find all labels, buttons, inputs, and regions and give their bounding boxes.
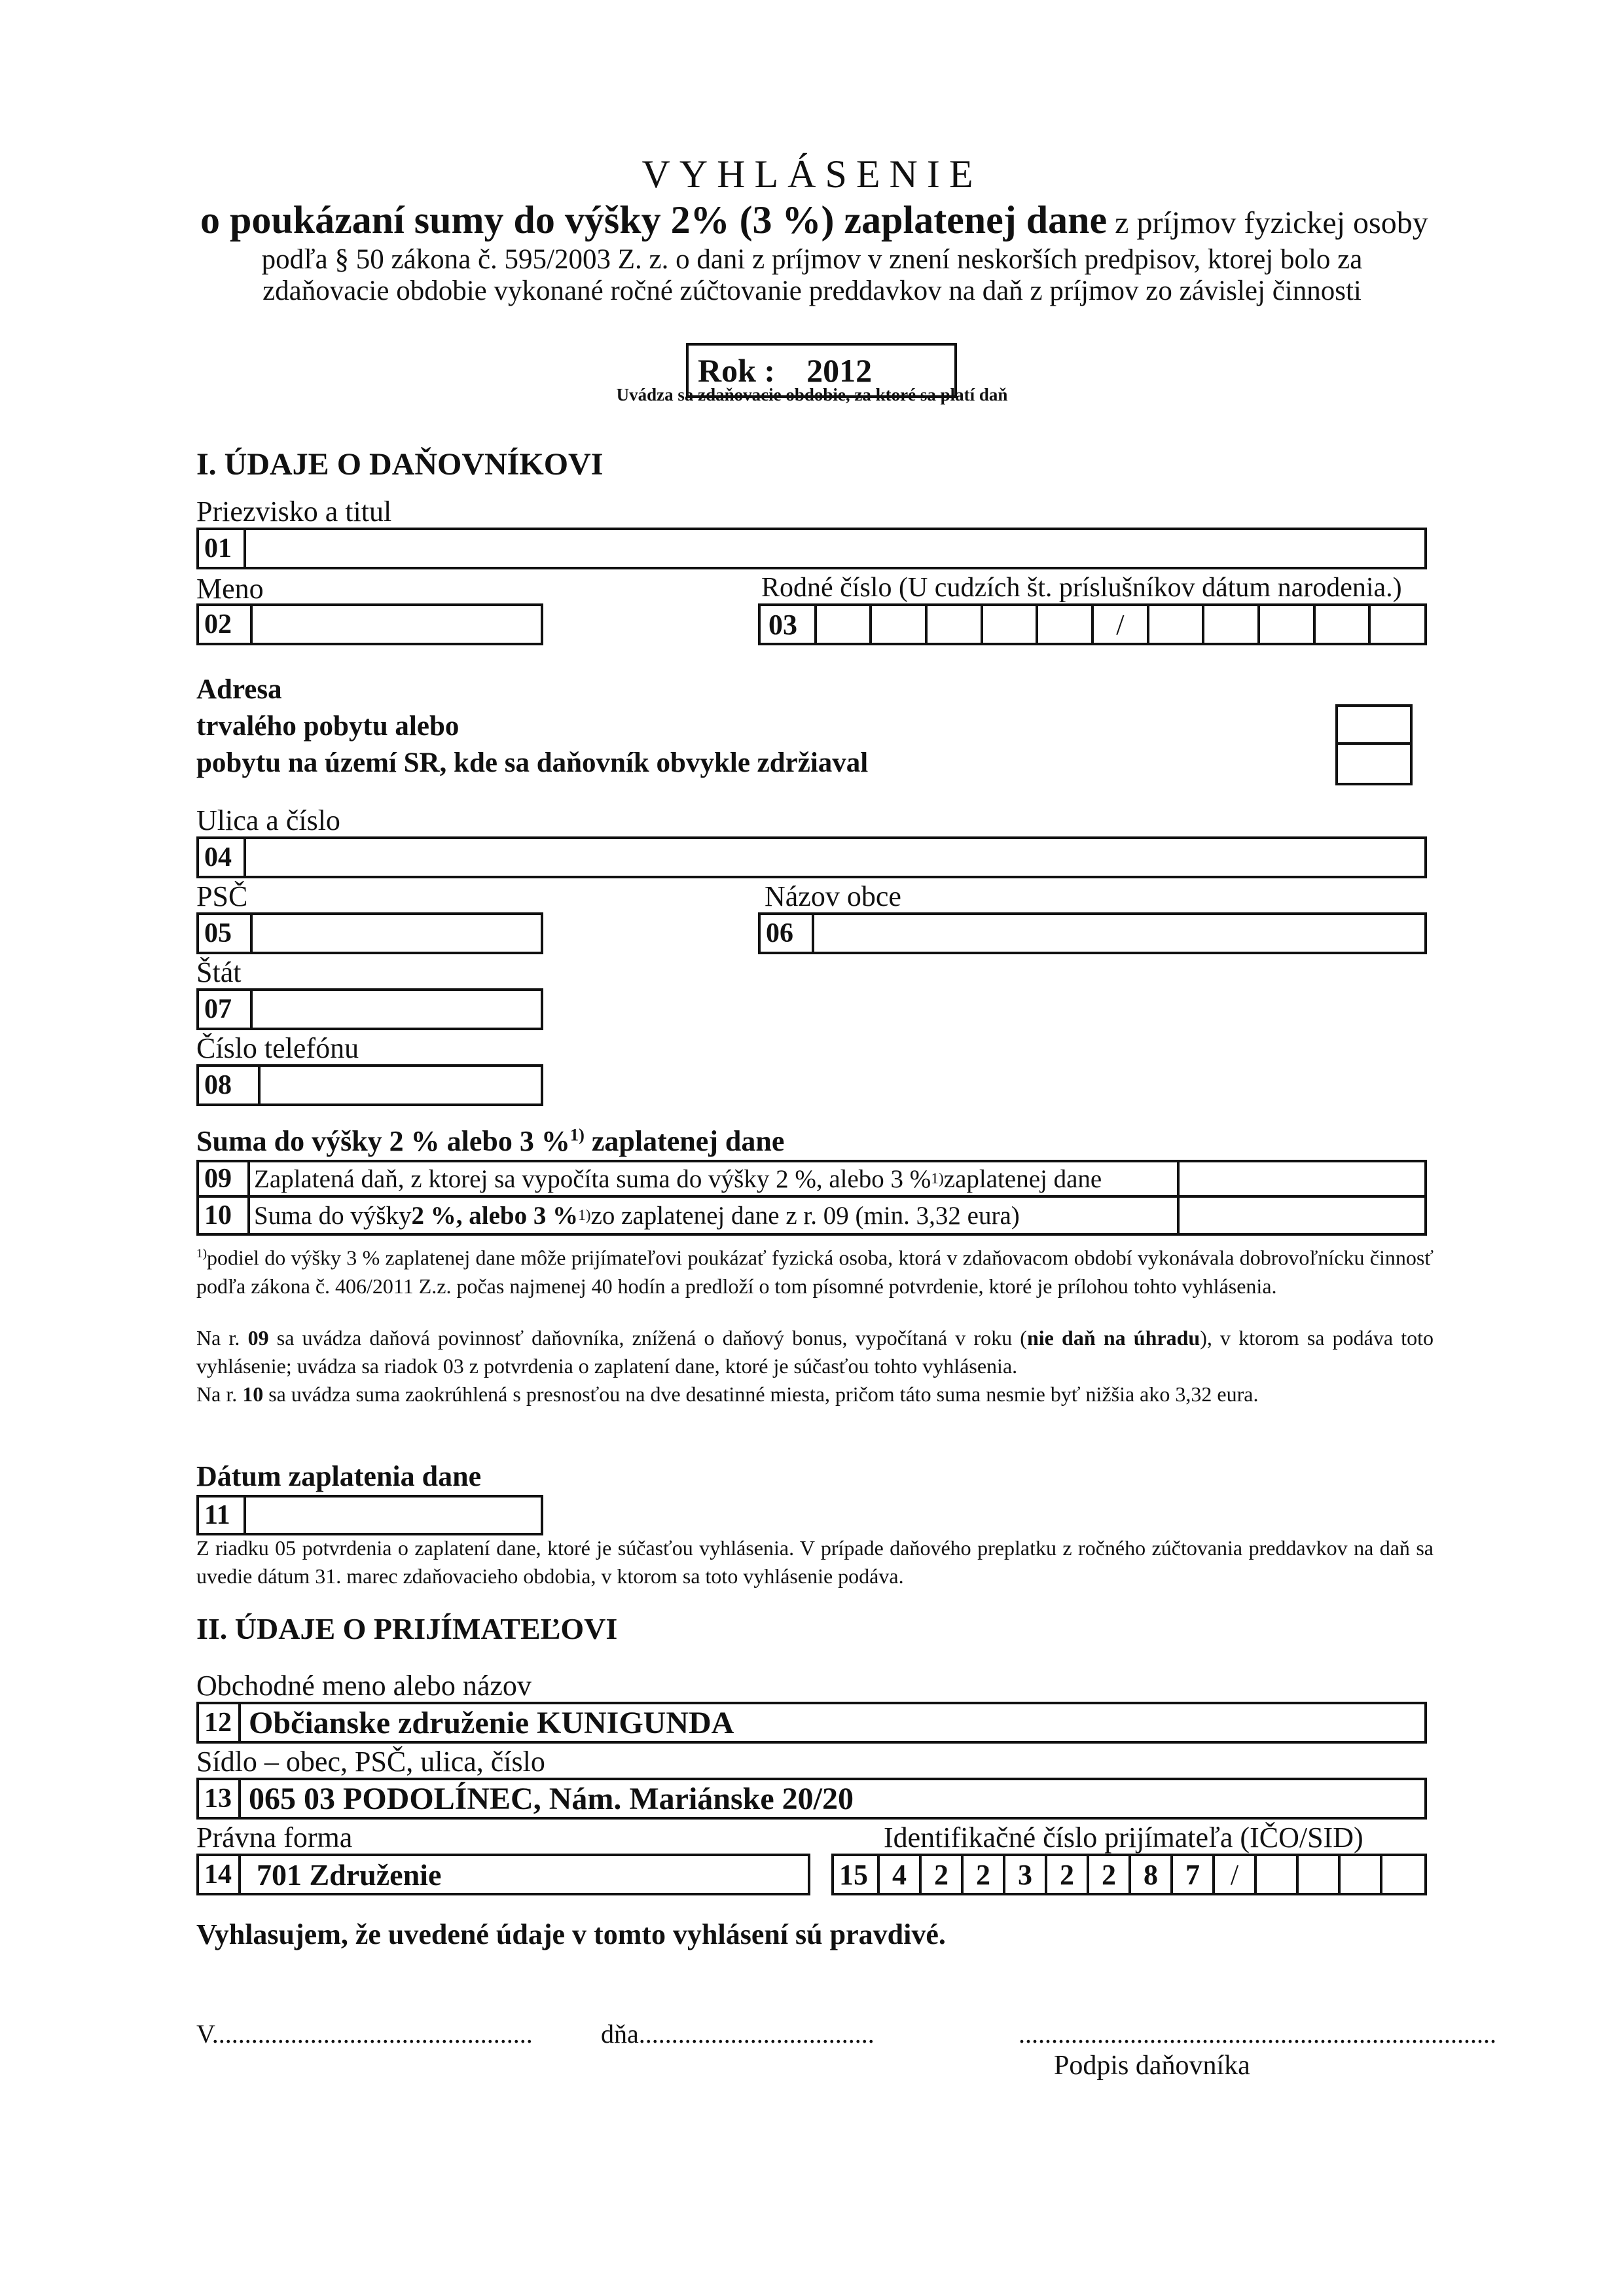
name-label: Meno [196,573,264,605]
signature-label: Podpis daňovníka [1054,2051,1250,2081]
ico-digit-cell: 3 [1005,1856,1047,1893]
declaration: Vyhlasujem, že uvedené údaje v tomto vyhlásení sú pravdivé. [196,1918,946,1950]
section1-title: I. ÚDAJE O DAŇOVNÍKOVI [196,447,604,482]
ico-digit-cell: 7 [1173,1856,1215,1893]
ico-digit-cell: 2 [964,1856,1005,1893]
ico-digit-cell: 4 [880,1856,922,1893]
ico-digit-cell [1341,1856,1382,1893]
ico-digit-cell: 2 [1047,1856,1089,1893]
signature-place[interactable]: V................................................. [196,2019,533,2049]
ico-digit-cell [1382,1856,1424,1893]
note-row-09: Na r. 09 sa uvádza daňová povinnosť daňovníka, znížená o daňový bonus, vypočítaná v roku (nie daň na úhradu), v ktorom sa podáva toto vyhlásenie; uvádza sa riadok 03 z potvrdenia o zaplatení dane, ktoré je súčasťou tohto vyhlásenia. [196,1326,1434,1378]
form-subtitle: o poukázaní sumy do výšky 2% (3 %) zaplatenej dane z príjmov fyzickej osoby [200,198,1428,242]
psc-field[interactable]: 05 [196,912,543,954]
ico-digit-cell [1257,1856,1299,1893]
street-field[interactable]: 04 [196,836,1427,878]
legal-form-value: 701 Združenie [257,1857,442,1892]
legal-form-label: Právna forma [196,1821,353,1854]
ico-digit-cell [1299,1856,1341,1893]
city-field[interactable]: 06 [758,912,1427,954]
recipient-name-value: Občianske združenie KUNIGUNDA [249,1705,734,1740]
section2-title: II. ÚDAJE O PRIJÍMATEĽOVI [196,1612,618,1645]
legal-form-field[interactable]: 14 701 Združenie [196,1854,810,1895]
state-field[interactable]: 07 [196,988,543,1030]
city-label: Názov obce [765,880,901,912]
row-09: 09 Zaplatená daň, z ktorej sa vypočíta suma do výšky 2 %, alebo 3 % 1) zaplatenej dane [196,1160,1427,1198]
payment-date-field[interactable]: 11 [196,1495,543,1535]
recipient-seat-value: 065 03 PODOLÍNEC, Nám. Mariánske 20/20 [249,1781,854,1816]
ico-label: Identifikačné číslo prijímateľa (IČO/SID) [884,1821,1363,1854]
phone-field[interactable]: 08 [196,1064,543,1106]
ico-field[interactable] [831,1854,1427,1895]
birth-number-label: Rodné číslo (U cudzích št. príslušníkov dátum narodenia.) [761,573,1402,603]
ico-digit-cell: 8 [1131,1856,1173,1893]
ico-digit-cell: / [1215,1856,1257,1893]
state-label: Štát [196,956,242,988]
year-box[interactable]: Rok : 2012 [686,343,957,398]
recipient-name-label: Obchodné meno alebo názov [196,1670,532,1702]
phone-label: Číslo telefónu [196,1032,359,1064]
birth-number-cells: 03 / [761,606,1424,643]
form-legal-basis-2: zdaňovacie obdobie vykonané ročné zúčtovanie preddavkov na daň z príjmov zo závislej činnosti [262,276,1362,306]
name-field[interactable]: 02 [196,603,543,645]
year-value: 2012 [806,352,873,389]
row-09-value-field[interactable] [1180,1162,1424,1195]
ico-digit-cell: 2 [922,1856,964,1893]
recipient-seat-field[interactable]: 13 065 03 PODOLÍNEC, Nám. Mariánske 20/20 [196,1778,1427,1820]
recipient-name-field[interactable]: 12 Občianske združenie KUNIGUNDA [196,1702,1427,1744]
surname-label: Priezvisko a titul [196,495,392,528]
ico-cells: 15 4 2 2 3 2 2 8 7 / [834,1856,1424,1893]
form-title: VYHLÁSENIE [641,152,983,196]
date-title: Dátum zaplatenia dane [196,1460,482,1492]
row-10-value-field[interactable] [1180,1198,1424,1233]
street-label: Ulica a číslo [196,804,340,836]
note-row-10: Na r. 10 sa uvádza suma zaokrúhlená s presnosťou na dve desatinné miesta, pričom táto suma nesmie byť nižšia ako 3,32 eura. [196,1382,1259,1406]
date-note: Z riadku 05 potvrdenia o zaplatení dane, ktoré je súčasťou vyhlásenia. V prípade daňového preplatku z ročného zúčtovania preddavkov na daň sa uvedie dátum 31. marec zdaňovacieho obdobia, v ktorom sa toto vyhlásenie podáva. [196,1536,1434,1588]
row-09-label: Zaplatená daň, z ktorej sa vypočíta suma do výšky 2 %, alebo 3 % 1) zaplatenej dane [250,1162,1180,1195]
birth-number-field[interactable] [758,603,1427,645]
sum-title: Suma do výšky 2 % alebo 3 %$^{1)}$ zaplatenej dane [196,1124,785,1157]
signature-line[interactable]: ......................................................................... [1019,2019,1496,2049]
signature-date[interactable]: dňa.................................... [601,2019,875,2049]
row-10: 10 Suma do výšky 2 %, alebo 3 % 1) zo zaplatenej dane z r. 09 (min. 3,32 eura) [196,1198,1427,1236]
row-10-label: Suma do výšky 2 %, alebo 3 % 1) zo zaplatenej dane z r. 09 (min. 3,32 eura) [250,1198,1180,1233]
address-title: Adresa trvalého pobytu alebo pobytu na území SR, kde sa daňovník obvykle zdržiaval [196,674,869,778]
sum-footnote: $^{1)}$podiel do výšky 3 % zaplatenej dane môže prijímateľovi poukázať fyzická osoba, ktorá v zdaňovacom období vykonávala dobrovoľnícku činnosť podľa zákona č. 406/2011 Z.z. počas najmenej 40 hodín a predloží o tom písomné potvrdenie, ktoré je prílohou tohto vyhlásenia. [196,1246,1434,1298]
address-type-checkboxes [1335,704,1413,785]
psc-label: PSČ [196,880,248,912]
surname-field[interactable]: 01 [196,528,1427,569]
year-note: Uvádza sa zdaňovacie obdobie, za ktoré sa platí daň [616,385,1008,404]
ico-digit-cell: 2 [1089,1856,1131,1893]
recipient-seat-label: Sídlo – obec, PSČ, ulica, číslo [196,1746,545,1778]
form-legal-basis-1: podľa § 50 zákona č. 595/2003 Z. z. o dani z príjmov v znení neskorších predpisov, ktorej bolo za [261,244,1363,275]
